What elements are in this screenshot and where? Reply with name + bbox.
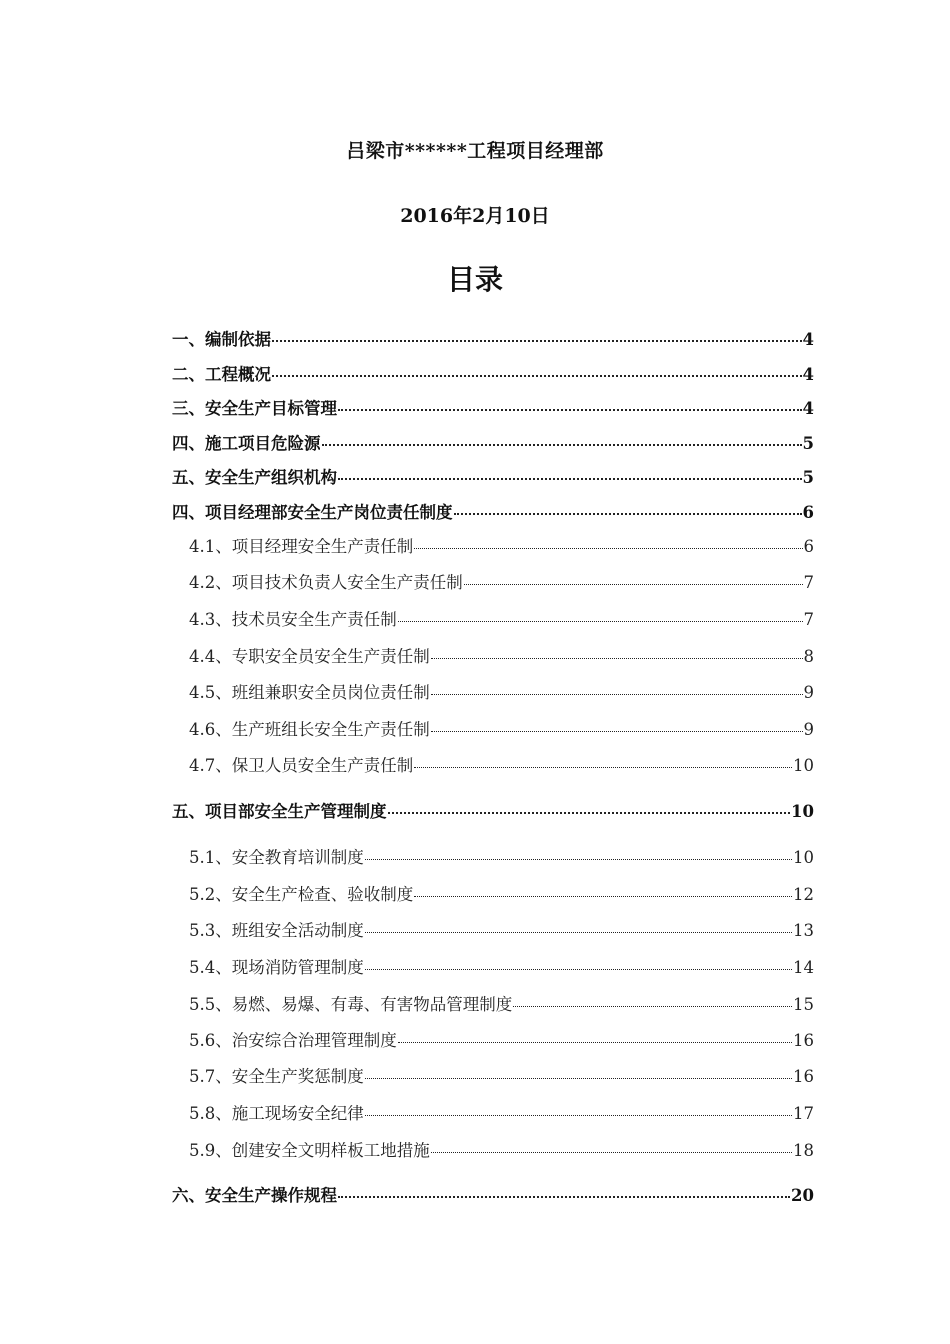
toc-entry-label: 五、安全生产组织机构 <box>172 468 337 487</box>
toc-entry-page: 7 <box>803 573 814 592</box>
toc-entry[interactable] <box>172 501 814 525</box>
toc-entry-page: 16 <box>793 1031 814 1050</box>
toc-entry-label: 5.1、安全教育培训制度 <box>189 848 364 867</box>
toc-leader-dots <box>398 621 803 622</box>
toc-entry-label: 六、安全生产操作规程 <box>172 1186 337 1205</box>
toc-entry-page: 14 <box>793 958 814 977</box>
toc-entry-page: 7 <box>803 610 814 629</box>
toc-leader-dots <box>414 896 792 897</box>
toc-entry[interactable] <box>189 1139 814 1163</box>
toc-leader-dots <box>513 1006 792 1007</box>
toc-leader-dots <box>414 767 792 768</box>
toc-entry-label: 一、编制依据 <box>172 330 271 349</box>
toc-leader-dots <box>365 1115 792 1116</box>
toc-heading: 目录 <box>446 263 503 296</box>
toc-entry-label: 4.5、班组兼职安全员岗位责任制 <box>189 683 430 702</box>
toc-leader-dots <box>454 513 802 515</box>
toc-entry-page: 12 <box>793 885 814 904</box>
toc-entry[interactable] <box>189 645 814 669</box>
toc-leader-dots <box>431 694 803 695</box>
toc-entry[interactable] <box>189 681 814 705</box>
toc-entry[interactable] <box>189 993 814 1017</box>
toc-entry-label: 5.9、创建安全文明样板工地措施 <box>189 1141 430 1160</box>
toc-entry-label: 四、项目经理部安全生产岗位责任制度 <box>172 503 453 522</box>
toc-entry-page: 4 <box>802 365 814 384</box>
toc-entry-label: 4.6、生产班组长安全生产责任制 <box>189 720 430 739</box>
toc-entry[interactable] <box>189 754 814 778</box>
toc-entry[interactable] <box>172 328 814 352</box>
toc-entry-page: 10 <box>793 848 814 867</box>
toc-entry-page: 9 <box>803 683 814 702</box>
toc-entry-page: 15 <box>793 995 814 1014</box>
toc-entry-label: 4.1、项目经理安全生产责任制 <box>189 537 414 556</box>
toc-entry[interactable] <box>189 535 814 559</box>
toc-entry-page: 9 <box>803 720 814 739</box>
toc-leader-dots <box>338 1196 790 1198</box>
toc-entry[interactable] <box>172 1184 814 1208</box>
toc-entry-page: 6 <box>802 503 814 522</box>
toc-entry-page: 13 <box>793 921 814 940</box>
toc-entry-label: 四、施工项目危险源 <box>172 434 321 453</box>
toc-leader-dots <box>365 932 792 933</box>
toc-entry-label: 4.2、项目技术负责人安全生产责任制 <box>189 573 463 592</box>
toc-leader-dots <box>272 375 802 377</box>
toc-leader-dots <box>338 409 802 411</box>
toc-entry[interactable] <box>172 800 814 824</box>
toc-entry-label: 4.3、技术员安全生产责任制 <box>189 610 397 629</box>
toc-entry-page: 4 <box>802 330 814 349</box>
toc-entry[interactable] <box>189 846 814 870</box>
toc-leader-dots <box>388 812 791 814</box>
toc-leader-dots <box>431 1152 792 1153</box>
toc-entry[interactable] <box>172 466 814 490</box>
toc-entry-page: 4 <box>802 399 814 418</box>
toc-entry-label: 5.7、安全生产奖惩制度 <box>189 1067 364 1086</box>
toc-leader-dots <box>398 1042 792 1043</box>
toc-entry-page: 10 <box>791 802 814 821</box>
toc-entry-label: 五、项目部安全生产管理制度 <box>172 802 387 821</box>
toc-leader-dots <box>464 584 803 585</box>
toc-leader-dots <box>431 731 803 732</box>
toc-entry-label: 5.2、安全生产检查、验收制度 <box>189 885 414 904</box>
toc-entry-page: 8 <box>803 647 814 666</box>
toc-entry[interactable] <box>189 608 814 632</box>
toc-entry[interactable] <box>172 432 814 456</box>
toc-entry[interactable] <box>189 571 814 595</box>
toc-leader-dots <box>365 1078 792 1079</box>
toc-entry[interactable] <box>189 1029 814 1053</box>
toc-entry-label: 5.5、易燃、易爆、有毒、有害物品管理制度 <box>189 995 513 1014</box>
toc-entry-page: 17 <box>793 1104 814 1123</box>
toc-entry[interactable] <box>189 1102 814 1126</box>
toc-entry[interactable] <box>189 718 814 742</box>
toc-entry[interactable] <box>189 883 814 907</box>
toc-entry-label: 4.7、保卫人员安全生产责任制 <box>189 756 414 775</box>
toc-entry-page: 5 <box>802 434 814 453</box>
toc-leader-dots <box>365 969 792 970</box>
document-date: 2016年2月10日 <box>400 205 550 227</box>
toc-entry[interactable] <box>172 363 814 387</box>
toc-entry-label: 4.4、专职安全员安全生产责任制 <box>189 647 430 666</box>
toc-entry-page: 20 <box>791 1186 814 1205</box>
toc-leader-dots <box>322 444 802 446</box>
toc-entry-page: 18 <box>793 1141 814 1160</box>
toc-entry-page: 10 <box>793 756 814 775</box>
toc-leader-dots <box>272 340 802 342</box>
toc-leader-dots <box>338 478 802 480</box>
toc-entry[interactable] <box>189 1065 814 1089</box>
toc-leader-dots <box>431 658 803 659</box>
toc-leader-dots <box>365 859 792 860</box>
organization-title: 吕梁市******工程项目经理部 <box>346 140 604 162</box>
toc-entry-page: 6 <box>803 537 814 556</box>
toc-entry-label: 二、工程概况 <box>172 365 271 384</box>
toc-entry-page: 16 <box>793 1067 814 1086</box>
toc-entry-page: 5 <box>802 468 814 487</box>
toc-entry-label: 三、安全生产目标管理 <box>172 399 337 418</box>
toc-entry[interactable] <box>172 397 814 421</box>
toc-entry-label: 5.3、班组安全活动制度 <box>189 921 364 940</box>
toc-entry-label: 5.6、治安综合治理管理制度 <box>189 1031 397 1050</box>
toc-entry[interactable] <box>189 956 814 980</box>
toc-entry[interactable] <box>189 919 814 943</box>
toc-entry-label: 5.8、施工现场安全纪律 <box>189 1104 364 1123</box>
toc-leader-dots <box>414 548 802 549</box>
toc-entry-label: 5.4、现场消防管理制度 <box>189 958 364 977</box>
